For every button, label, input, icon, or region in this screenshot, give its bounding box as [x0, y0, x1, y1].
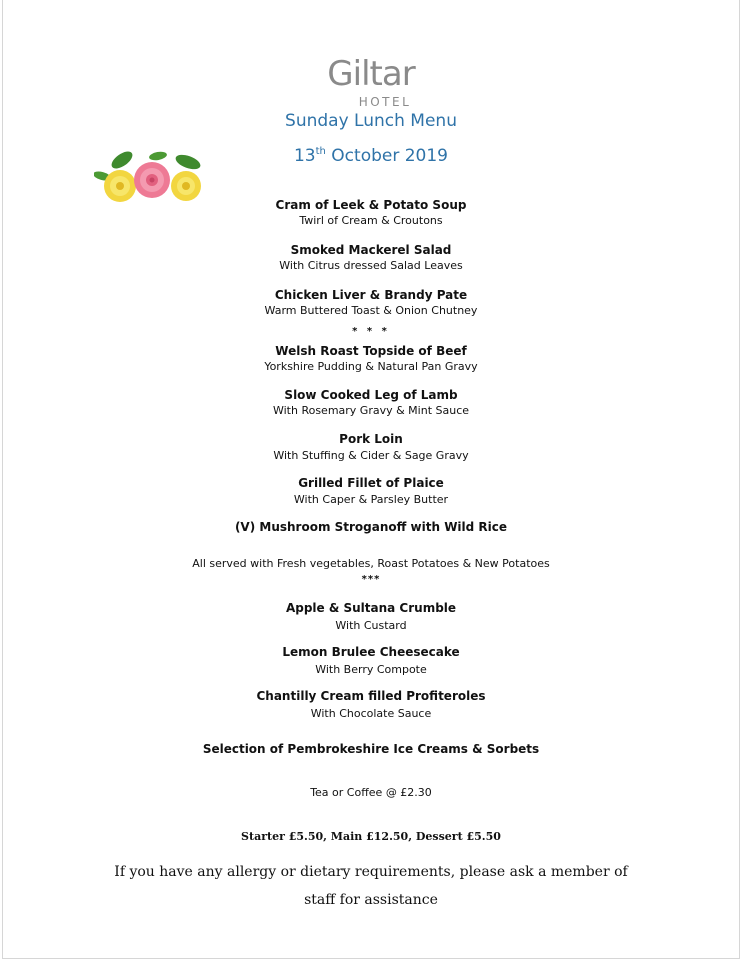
- allergy-notice-line1: If you have any allergy or dietary requirements, please ask a member of: [114, 864, 628, 880]
- course-prices: Starter £5.50, Main £12.50, Dessert £5.50: [241, 830, 501, 843]
- dish-name: Apple & Sultana Crumble: [285, 601, 457, 615]
- dish-name: Cram of Leek & Potato Soup: [275, 198, 467, 212]
- dish-description: With Rosemary Gravy & Mint Sauce: [272, 404, 470, 417]
- hotel-logo-name: Giltar: [327, 54, 415, 94]
- dish-description: With Chocolate Sauce: [310, 707, 432, 720]
- section-separator: ***: [361, 574, 381, 585]
- dish-description: Warm Buttered Toast & Onion Chutney: [264, 304, 478, 317]
- section-separator: * * *: [352, 326, 390, 337]
- dish-name: Pork Loin: [339, 432, 403, 446]
- tea-coffee-price: Tea or Coffee @ £2.30: [310, 786, 432, 799]
- dish-description: Twirl of Cream & Croutons: [299, 214, 443, 227]
- dish-description: With Citrus dressed Salad Leaves: [279, 259, 463, 272]
- dish-name: (V) Mushroom Stroganoff with Wild Rice: [234, 520, 508, 534]
- served-with-note: All served with Fresh vegetables, Roast Potatoes & New Potatoes: [192, 557, 550, 570]
- date-suffix: th: [315, 146, 326, 157]
- dish-name: Selection of Pembrokeshire Ice Creams & Sorbets: [202, 742, 540, 756]
- dish-description: With Custard: [335, 619, 407, 632]
- allergy-notice-line2: staff for assistance: [304, 892, 438, 908]
- dish-name: Lemon Brulee Cheesecake: [282, 645, 460, 659]
- dish-name: Chantilly Cream filled Profiteroles: [256, 689, 486, 703]
- dish-name: Grilled Fillet of Plaice: [298, 476, 444, 490]
- dish-name: Welsh Roast Topside of Beef: [275, 344, 467, 358]
- hotel-logo: [0, 91, 742, 110]
- dish-description: Yorkshire Pudding & Natural Pan Gravy: [264, 360, 478, 373]
- date-rest: October 2019: [325, 146, 448, 166]
- dish-name: Chicken Liver & Brandy Pate: [274, 288, 468, 302]
- dish-description: With Stuffing & Cider & Sage Gravy: [273, 449, 469, 462]
- date-day: 13: [293, 146, 316, 166]
- dish-name: Smoked Mackerel Salad: [290, 243, 452, 257]
- dish-description: With Berry Compote: [315, 663, 427, 676]
- dish-name: Slow Cooked Leg of Lamb: [284, 388, 458, 402]
- dish-description: With Caper & Parsley Butter: [293, 493, 449, 506]
- menu-title: Sunday Lunch Menu: [285, 111, 457, 131]
- hotel-logo-sub: HOTEL: [358, 95, 412, 109]
